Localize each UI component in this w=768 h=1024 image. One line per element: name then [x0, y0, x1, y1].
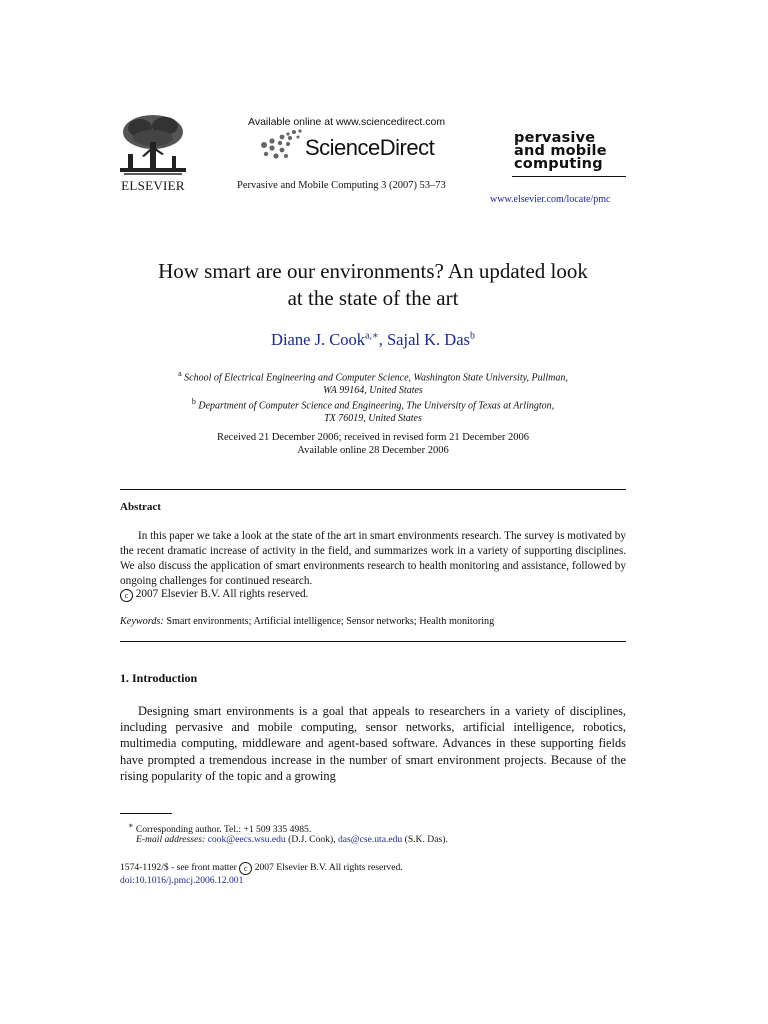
journal-logo-line: computing: [514, 156, 603, 172]
email-owner: (S.K. Das).: [404, 834, 448, 845]
received-date: Received 21 December 2006; received in revised form 21 December 2006: [217, 432, 529, 443]
journal-logo-line: and mobile: [514, 143, 607, 159]
journal-reference: Pervasive and Mobile Computing 3 (2007) 53–73: [237, 180, 446, 191]
abstract-body: [120, 529, 626, 589]
keywords-text: Smart environments; Artificial intelligence; Sensor networks; Health monitoring: [166, 616, 495, 627]
email-label: E-mail addresses:: [136, 834, 206, 845]
journal-url-link[interactable]: www.elsevier.com/locate/pmc: [490, 194, 611, 205]
copyright-icon: c: [239, 862, 252, 875]
elsevier-tree-logo: [118, 112, 188, 178]
author-affiliation-mark: b: [469, 330, 475, 342]
email-link[interactable]: cook@eecs.wsu.edu: [207, 834, 286, 845]
copyright-icon: c: [120, 589, 133, 602]
abstract-bottom-rule: [120, 641, 626, 642]
affiliation-text: TX 76019, United States: [324, 413, 422, 425]
email-footnote: [136, 833, 448, 846]
paper-title-line: at the state of the art: [287, 286, 459, 310]
keywords-line: [120, 616, 494, 627]
paper-title-line: How smart are our environments? An updated look: [158, 259, 588, 283]
footnote-mark: ∗: [128, 821, 134, 830]
copyright-text: 2007 Elsevier B.V. All rights reserved.: [135, 588, 309, 600]
issn-copyright: 2007 Elsevier B.V. All rights reserved.: [254, 862, 403, 873]
footnote-text: Corresponding author. Tel.: +1 509 335 4985.: [135, 824, 312, 836]
affiliation-mark: b: [191, 397, 196, 406]
affiliation-text: School of Electrical Engineering and Computer Science, Washington State University, Pullman,: [184, 372, 568, 384]
keywords-label: Keywords:: [120, 616, 164, 627]
affiliation-a: [0, 367, 746, 397]
author-separator: ,: [378, 330, 387, 349]
abstract-top-rule: [120, 489, 626, 490]
email-owner: (D.J. Cook),: [288, 834, 336, 845]
affiliation-text: WA 99164, United States: [323, 385, 423, 397]
doi-link[interactable]: doi:10.1016/j.pmcj.2006.12.001: [120, 875, 244, 886]
sciencedirect-dots-icon: [258, 128, 304, 162]
author-name[interactable]: Diane J. Cook: [271, 330, 365, 349]
author-list: [0, 330, 746, 350]
journal-logo: [514, 132, 607, 171]
abstract-heading: Abstract: [120, 501, 161, 513]
author-affiliation-mark: a,∗: [365, 330, 379, 342]
abstract-copyright: [120, 588, 308, 602]
available-online-text: Available online at www.sciencedirect.com: [248, 116, 446, 128]
affiliation-text: Department of Computer Science and Engineering, The University of Texas at Arlington,: [198, 400, 555, 412]
affiliation-b: [0, 395, 746, 425]
abstract-paragraph: In this paper we take a look at the state of the art in smart environments research. The survey is motivated by the recent dramatic increase of activity in the field, and summarizes work in a variety of supporting disciplines. We also discuss the application of smart environments research to health monitoring and assistance, followed by ongoing challenges for continued research.: [120, 530, 626, 587]
author-name[interactable]: Sajal K. Das: [387, 330, 470, 349]
available-date: Available online 28 December 2006: [297, 445, 449, 456]
introduction-paragraph: Designing smart environments is a goal that appeals to researchers in a variety of disciplines, including pervasive and mobile computing, sensor networks, artificial intelligence, robotics, multimedia computing, middleware and agent-based software. Advances in these supporting fields have prompted a tremendous increase in the number of smart environment projects. Because of the rising popularity of the topic and a growing: [120, 704, 626, 783]
affiliation-mark: a: [178, 369, 182, 378]
footnote-rule: [120, 813, 172, 814]
journal-logo-line: pervasive: [514, 130, 596, 146]
issn-line: [120, 861, 403, 875]
paper-title: [0, 258, 746, 312]
email-link[interactable]: das@cse.uta.edu: [337, 834, 403, 845]
section-heading: 1. Introduction: [120, 671, 198, 685]
issn-text: 1574-1192/$ - see front matter: [120, 862, 237, 873]
journal-logo-underline: [512, 176, 626, 177]
elsevier-wordmark: ELSEVIER: [121, 178, 185, 193]
sciencedirect-wordmark: ScienceDirect: [305, 135, 435, 160]
